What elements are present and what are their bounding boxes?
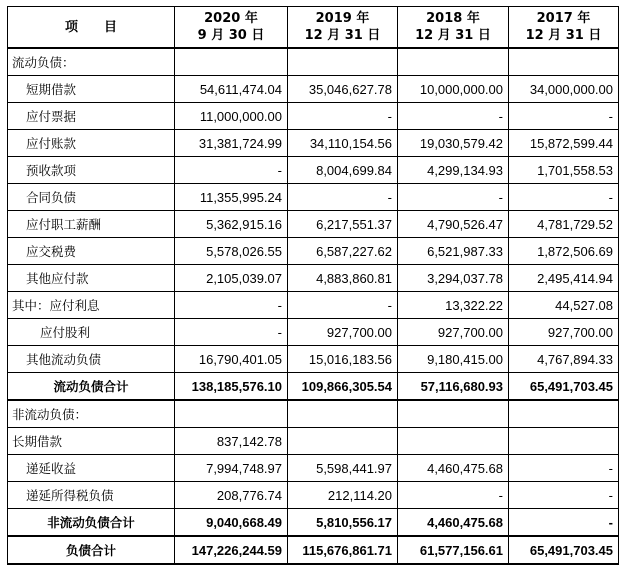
header-year: 2019 年 — [315, 11, 370, 26]
table-row — [8, 346, 619, 373]
row-value: 5,598,441.97 — [288, 455, 398, 482]
header-year: 2018 年 — [426, 11, 480, 26]
row-label: 流动负债： — [8, 48, 175, 76]
row-label: 流动负债合计 — [8, 373, 175, 401]
table-row — [8, 455, 619, 482]
row-value: 34,000,000.00 — [509, 76, 619, 103]
row-value: - — [175, 319, 288, 346]
row-value: 5,578,026.55 — [175, 238, 288, 265]
row-value: 10,000,000.00 — [398, 76, 509, 103]
row-value: 34,110,154.56 — [288, 130, 398, 157]
table-row — [8, 48, 619, 76]
row-label: 其他应付款 — [8, 265, 175, 292]
row-label: 应付票据 — [8, 103, 175, 130]
row-value — [288, 428, 398, 455]
row-value: 8,004,699.84 — [288, 157, 398, 184]
header-period-2018 — [398, 7, 509, 49]
table-header-row — [8, 7, 619, 49]
row-label: 合同负债 — [8, 184, 175, 211]
row-value — [175, 48, 288, 76]
row-value: - — [288, 292, 398, 319]
row-value: - — [288, 184, 398, 211]
table-row — [8, 482, 619, 509]
row-label: 应付股利 — [8, 319, 175, 346]
row-value: 1,701,558.53 — [509, 157, 619, 184]
row-value: 2,105,039.07 — [175, 265, 288, 292]
row-value — [175, 400, 288, 428]
row-value: 927,700.00 — [288, 319, 398, 346]
row-value: - — [175, 157, 288, 184]
table-row — [8, 319, 619, 346]
row-label: 预收款项 — [8, 157, 175, 184]
row-value: 6,521,987.33 — [398, 238, 509, 265]
row-value: - — [509, 184, 619, 211]
header-date: 12 月 31 日 — [415, 28, 491, 43]
table-row — [8, 400, 619, 428]
row-value: 6,587,227.62 — [288, 238, 398, 265]
row-value: 15,016,183.56 — [288, 346, 398, 373]
row-value: 65,491,703.45 — [509, 536, 619, 564]
row-value: 208,776.74 — [175, 482, 288, 509]
row-label: 递延所得税负债 — [8, 482, 175, 509]
row-label: 负债合计 — [8, 536, 175, 564]
row-value: 7,994,748.97 — [175, 455, 288, 482]
table-row — [8, 211, 619, 238]
table-row — [8, 509, 619, 537]
row-value: 9,040,668.49 — [175, 509, 288, 537]
row-value — [509, 428, 619, 455]
row-value: 2,495,414.94 — [509, 265, 619, 292]
row-value: 4,790,526.47 — [398, 211, 509, 238]
row-label: 非流动负债合计 — [8, 509, 175, 537]
row-value: - — [509, 103, 619, 130]
row-value: 54,611,474.04 — [175, 76, 288, 103]
row-value: 11,355,995.24 — [175, 184, 288, 211]
header-period-2017 — [509, 7, 619, 49]
row-value: - — [398, 482, 509, 509]
table-row — [8, 536, 619, 564]
balance-sheet-table — [7, 6, 619, 565]
row-value: 212,114.20 — [288, 482, 398, 509]
header-period-2020 — [175, 7, 288, 49]
row-value: 138,185,576.10 — [175, 373, 288, 401]
row-value: 4,781,729.52 — [509, 211, 619, 238]
row-label: 递延收益 — [8, 455, 175, 482]
row-value — [509, 400, 619, 428]
table-row — [8, 157, 619, 184]
row-value: 3,294,037.78 — [398, 265, 509, 292]
header-period-2019 — [288, 7, 398, 49]
row-value: 4,460,475.68 — [398, 455, 509, 482]
row-value: - — [509, 482, 619, 509]
header-date: 12 月 31 日 — [304, 28, 381, 43]
row-value: 927,700.00 — [398, 319, 509, 346]
row-label: 其中：应付利息 — [8, 292, 175, 319]
row-value: - — [509, 509, 619, 537]
row-value: 11,000,000.00 — [175, 103, 288, 130]
table-row — [8, 373, 619, 401]
row-value: 9,180,415.00 — [398, 346, 509, 373]
row-value: 6,217,551.37 — [288, 211, 398, 238]
row-value: 44,527.08 — [509, 292, 619, 319]
row-value: 65,491,703.45 — [509, 373, 619, 401]
row-value: 109,866,305.54 — [288, 373, 398, 401]
row-value: 4,299,134.93 — [398, 157, 509, 184]
row-value — [398, 48, 509, 76]
row-value: 31,381,724.99 — [175, 130, 288, 157]
row-value — [398, 428, 509, 455]
header-item: 项 目 — [8, 7, 175, 49]
row-value: 4,883,860.81 — [288, 265, 398, 292]
row-value: - — [509, 455, 619, 482]
header-year: 2020 年 — [204, 11, 258, 26]
row-value: - — [288, 103, 398, 130]
row-value: 4,460,475.68 — [398, 509, 509, 537]
row-label: 应付账款 — [8, 130, 175, 157]
row-value: 927,700.00 — [509, 319, 619, 346]
row-label: 短期借款 — [8, 76, 175, 103]
row-label: 应付职工薪酬 — [8, 211, 175, 238]
table-row — [8, 76, 619, 103]
row-value: 35,046,627.78 — [288, 76, 398, 103]
row-value — [509, 48, 619, 76]
row-value: 147,226,244.59 — [175, 536, 288, 564]
table-row — [8, 238, 619, 265]
row-value: - — [175, 292, 288, 319]
row-label: 其他流动负债 — [8, 346, 175, 373]
row-value: 57,116,680.93 — [398, 373, 509, 401]
row-value: 837,142.78 — [175, 428, 288, 455]
row-value: 5,362,915.16 — [175, 211, 288, 238]
row-value: 15,872,599.44 — [509, 130, 619, 157]
table-row — [8, 130, 619, 157]
row-value: 1,872,506.69 — [509, 238, 619, 265]
row-value: 19,030,579.42 — [398, 130, 509, 157]
row-value: - — [398, 184, 509, 211]
header-year: 2017 年 — [536, 11, 591, 26]
header-date: 12 月 31 日 — [525, 28, 602, 43]
table-row — [8, 103, 619, 130]
row-value — [398, 400, 509, 428]
table-row — [8, 265, 619, 292]
row-value: 13,322.22 — [398, 292, 509, 319]
row-value: 16,790,401.05 — [175, 346, 288, 373]
row-value: 61,577,156.61 — [398, 536, 509, 564]
table-row — [8, 184, 619, 211]
header-date: 9 月 30 日 — [197, 28, 265, 43]
table-row — [8, 292, 619, 319]
row-label: 应交税费 — [8, 238, 175, 265]
row-value: - — [398, 103, 509, 130]
row-label: 非流动负债： — [8, 400, 175, 428]
row-value: 115,676,861.71 — [288, 536, 398, 564]
row-value — [288, 48, 398, 76]
row-value: 5,810,556.17 — [288, 509, 398, 537]
table-row — [8, 428, 619, 455]
row-value — [288, 400, 398, 428]
row-value: 4,767,894.33 — [509, 346, 619, 373]
table-body — [8, 48, 619, 564]
row-label: 长期借款 — [8, 428, 175, 455]
